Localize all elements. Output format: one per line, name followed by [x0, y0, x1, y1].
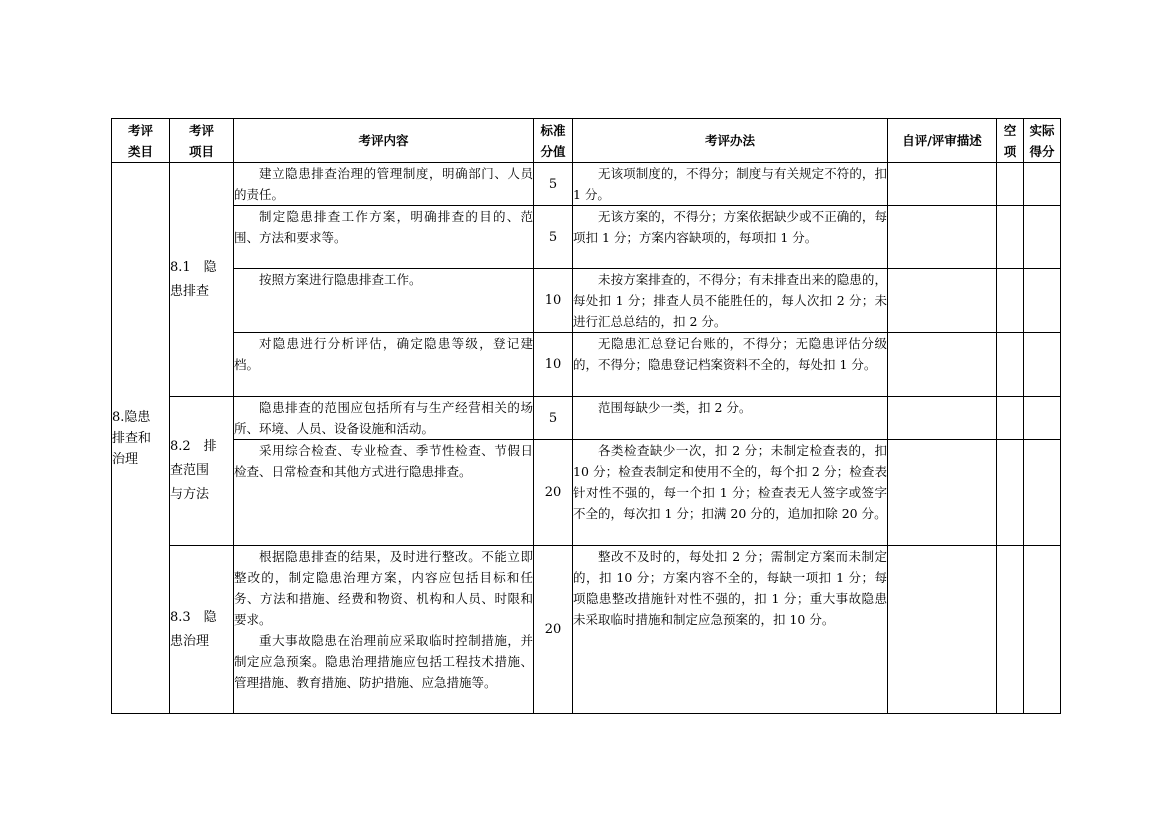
score-cell: 20 — [534, 440, 573, 546]
method-cell: 无该方案的，不得分；方案依据缺少或不正确的，每项扣 1 分；方案内容缺项的，每项扣 1 分。 — [573, 206, 888, 269]
table-row — [112, 269, 1061, 333]
score-cell: 10 — [534, 269, 573, 333]
actual-score-cell[interactable] — [1024, 440, 1061, 546]
content-cell: 采用综合检查、专业检查、季节性检查、节假日检查、日常检查和其他方式进行隐患排查。 — [234, 440, 534, 546]
content-cell: 按照方案进行隐患排查工作。 — [234, 269, 534, 333]
self-review-cell[interactable] — [888, 333, 997, 397]
method-cell: 范围每缺少一类，扣 2 分。 — [573, 397, 888, 440]
item-cell-8-3: 8.3 隐 患治理 — [170, 546, 234, 714]
self-review-cell[interactable] — [888, 163, 997, 206]
method-cell: 无该项制度的，不得分；制度与有关规定不符的，扣 1 分。 — [573, 163, 888, 206]
method-cell: 未按方案排查的，不得分；有未排查出来的隐患的，每处扣 1 分；排查人员不能胜任的，每人次扣 2 分；未进行汇总总结的，扣 2 分。 — [573, 269, 888, 333]
self-review-cell[interactable] — [888, 269, 997, 333]
table-row — [112, 206, 1061, 269]
self-review-cell[interactable] — [888, 397, 997, 440]
table-row — [112, 440, 1061, 546]
score-cell: 5 — [534, 397, 573, 440]
blank-cell[interactable] — [997, 546, 1024, 714]
content-cell: 建立隐患排查治理的管理制度，明确部门、人员的责任。 — [234, 163, 534, 206]
self-review-cell[interactable] — [888, 206, 997, 269]
self-review-cell[interactable] — [888, 440, 997, 546]
score-cell: 10 — [534, 333, 573, 397]
actual-score-cell[interactable] — [1024, 546, 1061, 714]
header-category: 考评 类目 — [112, 119, 170, 163]
blank-cell[interactable] — [997, 206, 1024, 269]
blank-cell[interactable] — [997, 333, 1024, 397]
actual-score-cell[interactable] — [1024, 269, 1061, 333]
category-cell: 8.隐患 排查和 治理 — [112, 163, 170, 714]
score-cell: 5 — [534, 206, 573, 269]
content-cell: 根据隐患排查的结果，及时进行整改。不能立即整改的，制定隐患治理方案，内容应包括目标和任务、方法和措施、经费和物资、机构和人员、时限和要求。 重大事故隐患在治理前应采取临时控制措施，并制定应急预案。隐患治理措施应包括工程技术措施、管理措施、教育措施、防护措施、应急措施等。 — [234, 546, 534, 714]
actual-score-cell[interactable] — [1024, 397, 1061, 440]
method-cell: 整改不及时的，每处扣 2 分；需制定方案而未制定的，扣 10 分；方案内容不全的，每缺一项扣 1 分；每项隐患整改措施针对性不强的，扣 1 分；重大事故隐患未采取临时措施和制定应急预案的，扣 10 分。 — [573, 546, 888, 714]
header-score: 标准 分值 — [534, 119, 573, 163]
header-actual-score: 实际 得分 — [1024, 119, 1061, 163]
method-cell: 各类检查缺少一次，扣 2 分；未制定检查表的，扣 10 分；检查表制定和使用不全的，每个扣 2 分；检查表针对性不强的，每一个扣 1 分；检查表无人签字或签字不全的，每次扣 1 分；扣满 20 分的，追加扣除 20 分。 — [573, 440, 888, 546]
blank-cell[interactable] — [997, 163, 1024, 206]
score-cell: 20 — [534, 546, 573, 714]
evaluation-table — [111, 118, 1061, 714]
blank-cell[interactable] — [997, 397, 1024, 440]
header-row — [112, 119, 1061, 163]
actual-score-cell[interactable] — [1024, 163, 1061, 206]
item-cell-8-2: 8.2 排 查范围 与方法 — [170, 397, 234, 546]
content-cell: 制定隐患排查工作方案，明确排查的目的、范围、方法和要求等。 — [234, 206, 534, 269]
content-cell: 对隐患进行分析评估，确定隐患等级，登记建档。 — [234, 333, 534, 397]
header-item: 考评 项目 — [170, 119, 234, 163]
header-self-review: 自评/评审描述 — [888, 119, 997, 163]
content-cell: 隐患排查的范围应包括所有与生产经营相关的场所、环境、人员、设备设施和活动。 — [234, 397, 534, 440]
header-blank: 空 项 — [997, 119, 1024, 163]
score-cell: 5 — [534, 163, 573, 206]
item-cell-8-1: 8.1 隐 患排查 — [170, 163, 234, 397]
blank-cell[interactable] — [997, 440, 1024, 546]
header-content: 考评内容 — [234, 119, 534, 163]
actual-score-cell[interactable] — [1024, 206, 1061, 269]
self-review-cell[interactable] — [888, 546, 997, 714]
table-row — [112, 397, 1061, 440]
header-method: 考评办法 — [573, 119, 888, 163]
actual-score-cell[interactable] — [1024, 333, 1061, 397]
table-row — [112, 546, 1061, 714]
table-row — [112, 163, 1061, 206]
blank-cell[interactable] — [997, 269, 1024, 333]
table-row — [112, 333, 1061, 397]
method-cell: 无隐患汇总登记台账的，不得分；无隐患评估分级的，不得分；隐患登记档案资料不全的，每处扣 1 分。 — [573, 333, 888, 397]
